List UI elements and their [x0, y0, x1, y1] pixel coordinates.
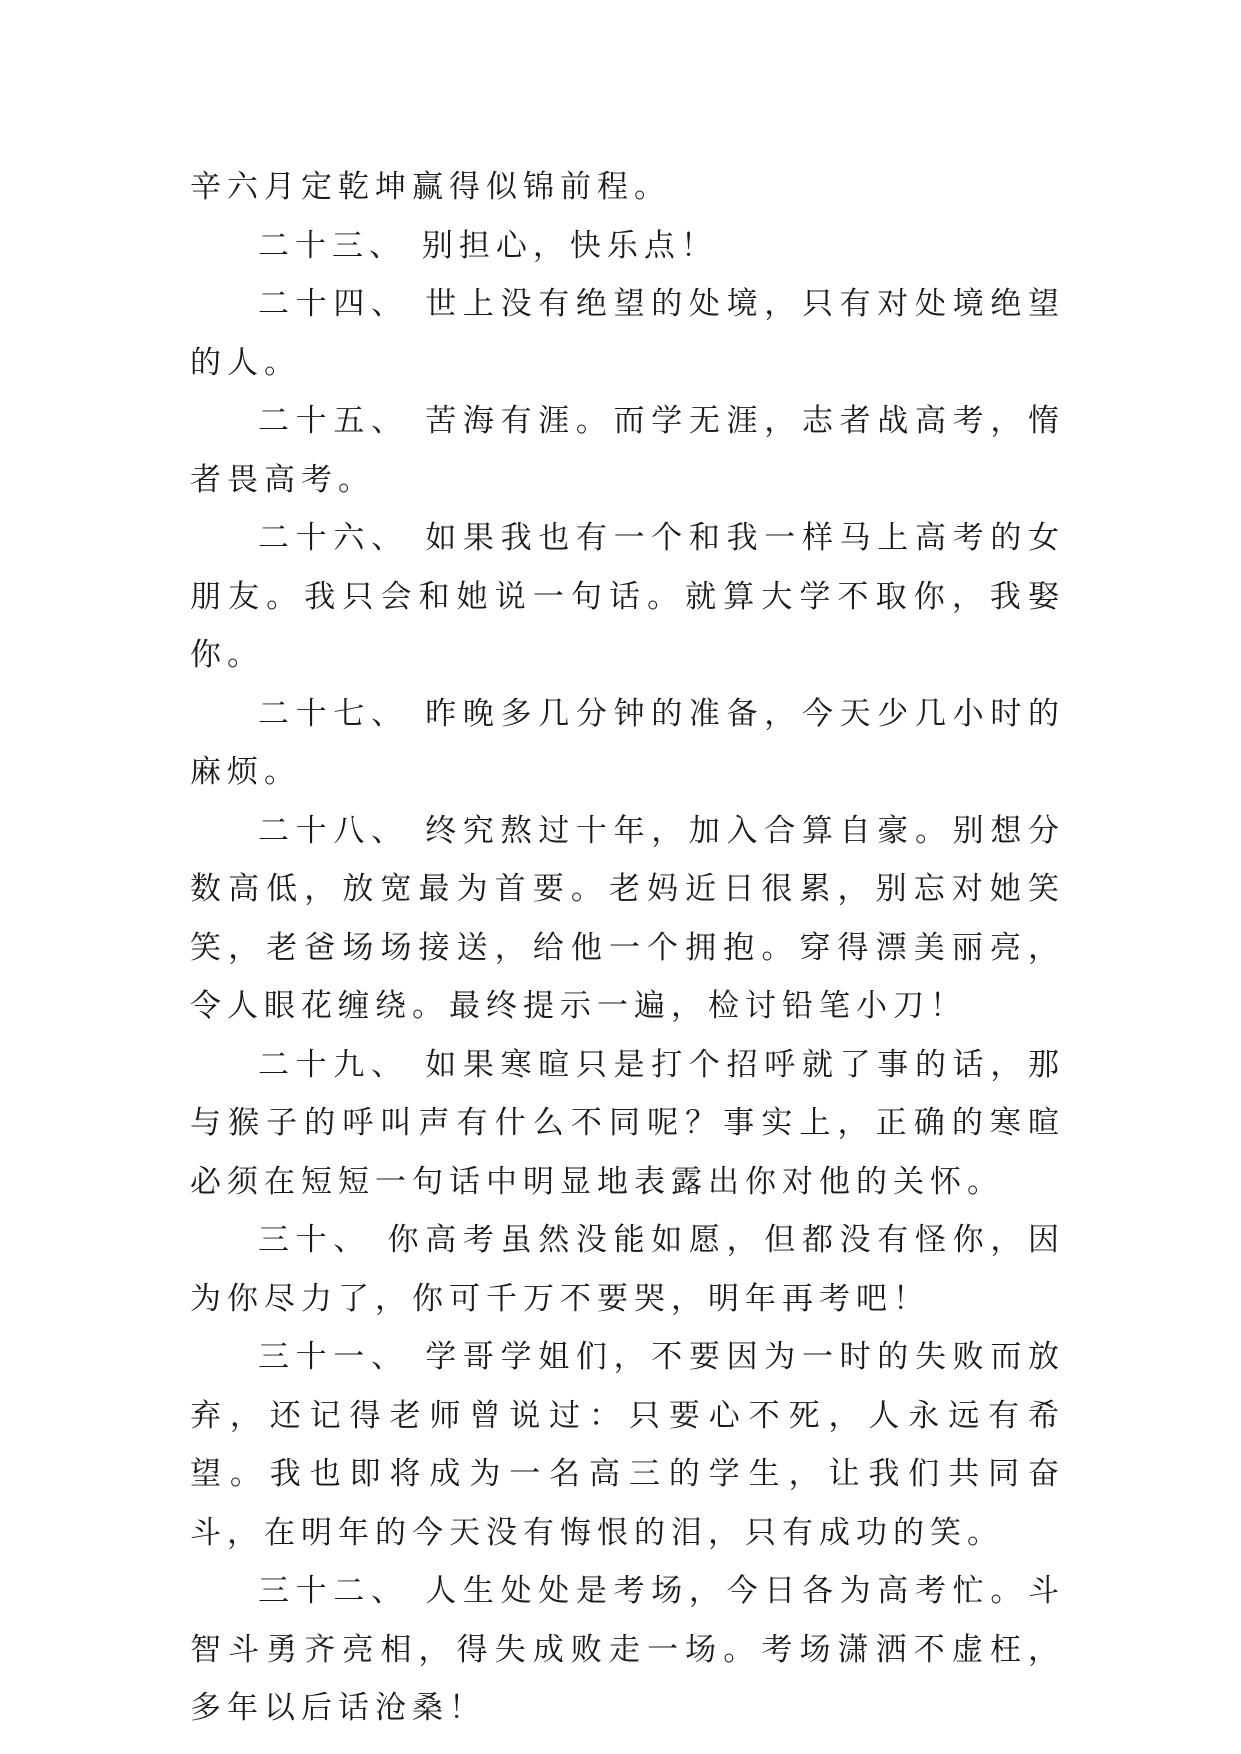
paragraph-25: 二十五、 苦海有涯。而学无涯，志者战高考，惰者畏高考。 [190, 403, 1065, 498]
paragraph-27: 二十七、 昨晚多几分钟的准备，今天少几小时的麻烦。 [190, 695, 1065, 790]
paragraph-26: 二十六、 如果我也有一个和我一样马上高考的女朋友。我只会和她说一句话。就算大学不取你，我娶你。 [190, 520, 1065, 673]
paragraph-28: 二十八、 终究熬过十年，加入合算自豪。别想分数高低，放宽最为首要。老妈近日很累，别忘对她笑笑，老爸场场接送，给他一个拥抱。穿得漂美丽亮，令人眼花缠绕。最终提示一遍，检讨铅笔小刀！ [190, 812, 1065, 1024]
paragraph-31: 三十一、 学哥学姐们，不要因为一时的失败而放弃，还记得老师曾说过：只要心不死，人永远有希望。我也即将成为一名高三的学生，让我们共同奋斗，在明年的今天没有悔恨的泪，只有成功的笑。 [190, 1339, 1065, 1551]
paragraph-continuation: 辛六月定乾坤赢得似锦前程。 [190, 169, 671, 205]
paragraph-24: 二十四、 世上没有绝望的处境，只有对处境绝望的人。 [190, 286, 1065, 381]
paragraph-23: 二十三、 别担心，快乐点！ [258, 227, 718, 264]
paragraph-29: 二十九、 如果寒暄只是打个招呼就了事的话，那与猴子的呼叫声有什么不同呢？事实上，正确的寒暄必须在短短一句话中明显地表露出你对他的关怀。 [190, 1046, 1065, 1200]
paragraph-32: 三十二、 人生处处是考场，今日各为高考忙。斗智斗勇齐亮相，得失成败走一场。考场潇洒不虚枉，多年以后话沧桑！ [190, 1573, 1065, 1726]
paragraph-30: 三十、 你高考虽然没能如愿，但都没有怪你，因为你尽力了，你可千万不要哭，明年再考吧！ [190, 1222, 1065, 1317]
document-body [190, 158, 1065, 1738]
